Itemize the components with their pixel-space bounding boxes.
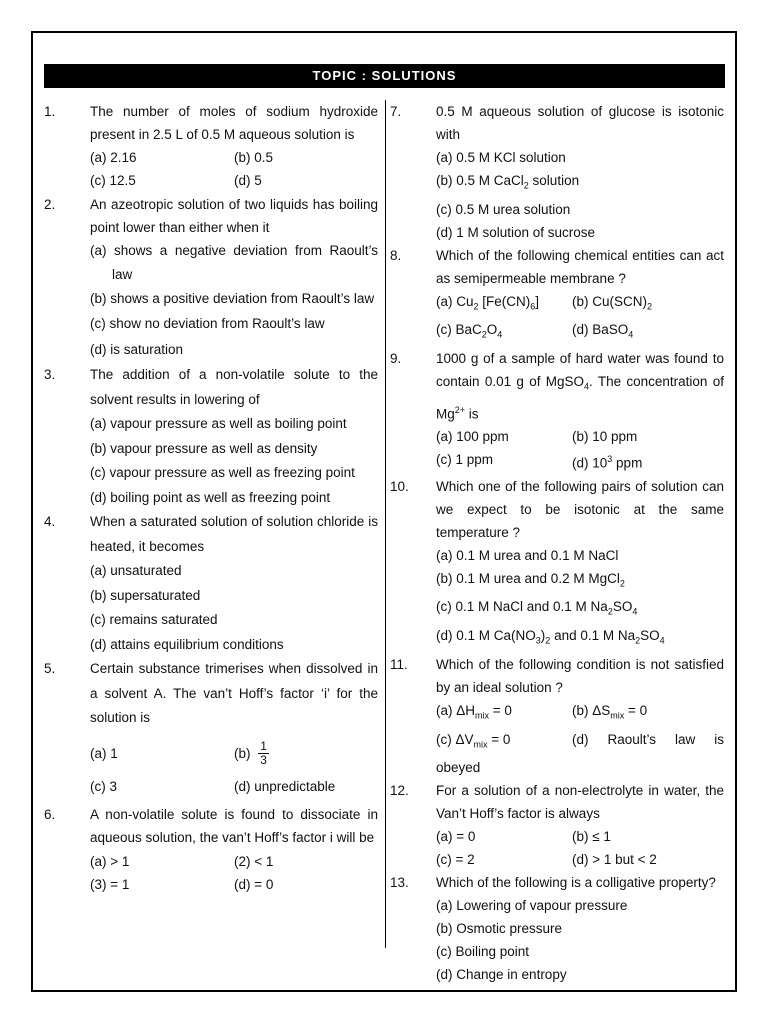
option-b: (b) Osmotic pressure [436, 921, 563, 937]
option-b: (b) 0.5 [234, 150, 274, 165]
right-column [390, 100, 724, 986]
option-d: (d) 5 [234, 173, 262, 188]
option-a: (a) = 0 [436, 829, 476, 845]
option-b: (b) supersaturated [90, 587, 201, 603]
question-number: 7. [390, 104, 402, 119]
option-b: (b) $Cu(SCN)_2$ [572, 293, 653, 312]
question-text: A non-volatile solute is found to dissociate in aqueous solution, the van’t Hoff’s factor i will be [90, 806, 378, 845]
option-b: (2) < 1 [234, 853, 274, 869]
question-text: 0.5 M aqueous solution of glucose is isotonic with [436, 104, 724, 142]
option-b: (b) 0.5 M CaCl$_2$ solution [436, 173, 580, 191]
option-d: (d) > 1 but < 2 [572, 852, 657, 868]
question-number: 2. [44, 197, 56, 212]
option-d: (d) attains equilibrium conditions [90, 636, 284, 652]
option-b [234, 737, 378, 771]
option-a: (a) shows a negative deviation from Raoult’s law [90, 243, 378, 282]
option-c: (c) show no deviation from Raoult’s law [90, 316, 325, 331]
question-1 [44, 100, 378, 192]
fraction-numerator: 1 [260, 739, 267, 754]
question-text: 1000 g of a sample of hard water was found to contain 0.01 g of MgSO$_4$. The concentration of $Mg^{2+}$ is [436, 351, 724, 422]
option-d: (d) $10^3$ ppm [572, 454, 643, 471]
option-d: (d) = 0 [234, 876, 274, 892]
question-2 [44, 193, 378, 363]
option-d: (d) is saturation [90, 342, 184, 357]
option-a: (a) $\Delta H_{mix} = 0$ [436, 702, 512, 721]
option-c: (c) 0.5 M urea solution [436, 201, 571, 217]
options [436, 699, 724, 779]
question-6 [44, 803, 378, 896]
option-c: (3) = 1 [90, 876, 130, 892]
question-7 [390, 100, 724, 244]
option-c: (c) 12.5 [90, 173, 136, 188]
option-a: (a) Lowering of vapour pressure [436, 898, 628, 914]
question-number: 8. [390, 247, 402, 263]
option-d: (d) Raoult’s law is [572, 731, 724, 747]
question-text: An azeotropic solution of two liquids has boiling point lower than either when it [90, 197, 378, 235]
question-number: 6. [44, 806, 56, 822]
fraction [258, 740, 269, 767]
question-number: 9. [390, 351, 402, 367]
option-d-cont: obeyed [436, 760, 481, 776]
question-10 [390, 475, 724, 653]
question-text: Which one of the following pairs of solution can we expect to be isotonic at the same temperature ? [436, 478, 724, 540]
option-a: (a) vapour pressure as well as boiling point [90, 416, 347, 431]
options [90, 146, 378, 192]
options [90, 850, 378, 896]
question-text: Which of the following is a colligative property? [436, 875, 716, 891]
question-text: Which of the following chemical entities can act as semipermeable membrane ? [436, 247, 724, 286]
option-a: (a) 100 ppm [436, 429, 509, 445]
option-a: (a) 2.16 [90, 150, 137, 165]
option-b-label: (b) [234, 745, 251, 761]
question-4 [44, 510, 378, 657]
question-text: The addition of a non-volatile solute to the solvent results in lowering of [90, 367, 378, 407]
option-b: (b) $\Delta S_{mix} = 0$ [572, 702, 648, 721]
option-c: (c) vapour pressure as well as freezing point [90, 465, 355, 480]
question-number: 10. [390, 478, 409, 494]
question-text: The number of moles of sodium hydroxide present in 2.5 L of 0.5 M aqueous solution is [90, 104, 378, 142]
left-column [44, 100, 378, 896]
question-text: Certain substance trimerises when dissolved in a solvent A. The van’t Hoff’s factor ‘i’ for the solution is [90, 661, 378, 725]
fraction-denominator: 3 [260, 753, 267, 768]
option-c: (c) = 2 [436, 852, 475, 868]
option-a: (a) 0.5 M KCl solution [436, 150, 566, 165]
option-a: (a) > 1 [90, 853, 130, 869]
option-b: (b) vapour pressure as well as density [90, 440, 318, 456]
question-12 [390, 779, 724, 871]
option-c: (c) $BaC_2O_4$ [436, 322, 503, 341]
question-number: 1. [44, 104, 56, 119]
option-c: (c) $\Delta V_{mix} = 0$ [436, 731, 511, 750]
option-c: (c) 3 [90, 778, 117, 794]
options [436, 290, 724, 347]
option-a: (a) 0.1 M urea and 0.1 M NaCl [436, 547, 619, 563]
question-13 [390, 871, 724, 986]
option-d: (d) 0.1 M $Ca(NO_3)_2$ and 0.1 M $Na_2SO_4$ [436, 628, 665, 646]
option-c: (c) 1 ppm [436, 452, 494, 468]
question-number: 3. [44, 367, 56, 382]
options [436, 825, 724, 871]
option-d: (d) BaSO$_4$ [572, 322, 634, 341]
question-11 [390, 653, 724, 779]
option-b: (b) ≤ 1 [572, 829, 611, 845]
option-b: (b) shows a positive deviation from Raoult’s law [90, 291, 375, 306]
topic-banner: TOPIC : SOLUTIONS [44, 64, 725, 88]
question-number: 5. [44, 661, 56, 676]
option-a: (a) $Cu_2$ $[Fe(CN)_6]$ [436, 293, 540, 312]
question-3 [44, 363, 378, 510]
question-text: When a saturated solution of solution chloride is heated, it becomes [90, 514, 378, 554]
question-text: For a solution of a non-electrolyte in water, the Van’t Hoff’s factor is always [436, 783, 724, 822]
question-5 [44, 657, 378, 803]
option-c: (c) Boiling point [436, 944, 530, 960]
option-c: (c) remains saturated [90, 612, 218, 627]
option-c: (c) 0.1 M NaCl and 0.1 M $Na_2SO_4$ [436, 599, 638, 618]
option-d: (d) boiling point as well as freezing point [90, 489, 331, 505]
option-a: (a) unsaturated [90, 563, 182, 578]
option-b: (b) 0.1 M urea and 0.2 M MgCl$_2$ [436, 570, 625, 589]
option-a: (a) 1 [90, 745, 118, 761]
question-8 [390, 244, 724, 347]
options [436, 425, 724, 475]
option-d: (d) 1 M solution of sucrose [436, 224, 596, 240]
question-number: 4. [44, 514, 56, 529]
options [90, 737, 378, 803]
question-9 [390, 347, 724, 475]
option-d: (d) Change in entropy [436, 967, 567, 983]
question-number: 12. [390, 783, 409, 799]
option-b: (b) 10 ppm [572, 429, 638, 445]
column-divider [385, 100, 386, 948]
question-number: 11. [390, 656, 408, 672]
option-d: (d) unpredictable [234, 778, 336, 794]
question-number: 13. [390, 875, 409, 891]
question-text: Which of the following condition is not satisfied by an ideal solution ? [436, 656, 724, 695]
